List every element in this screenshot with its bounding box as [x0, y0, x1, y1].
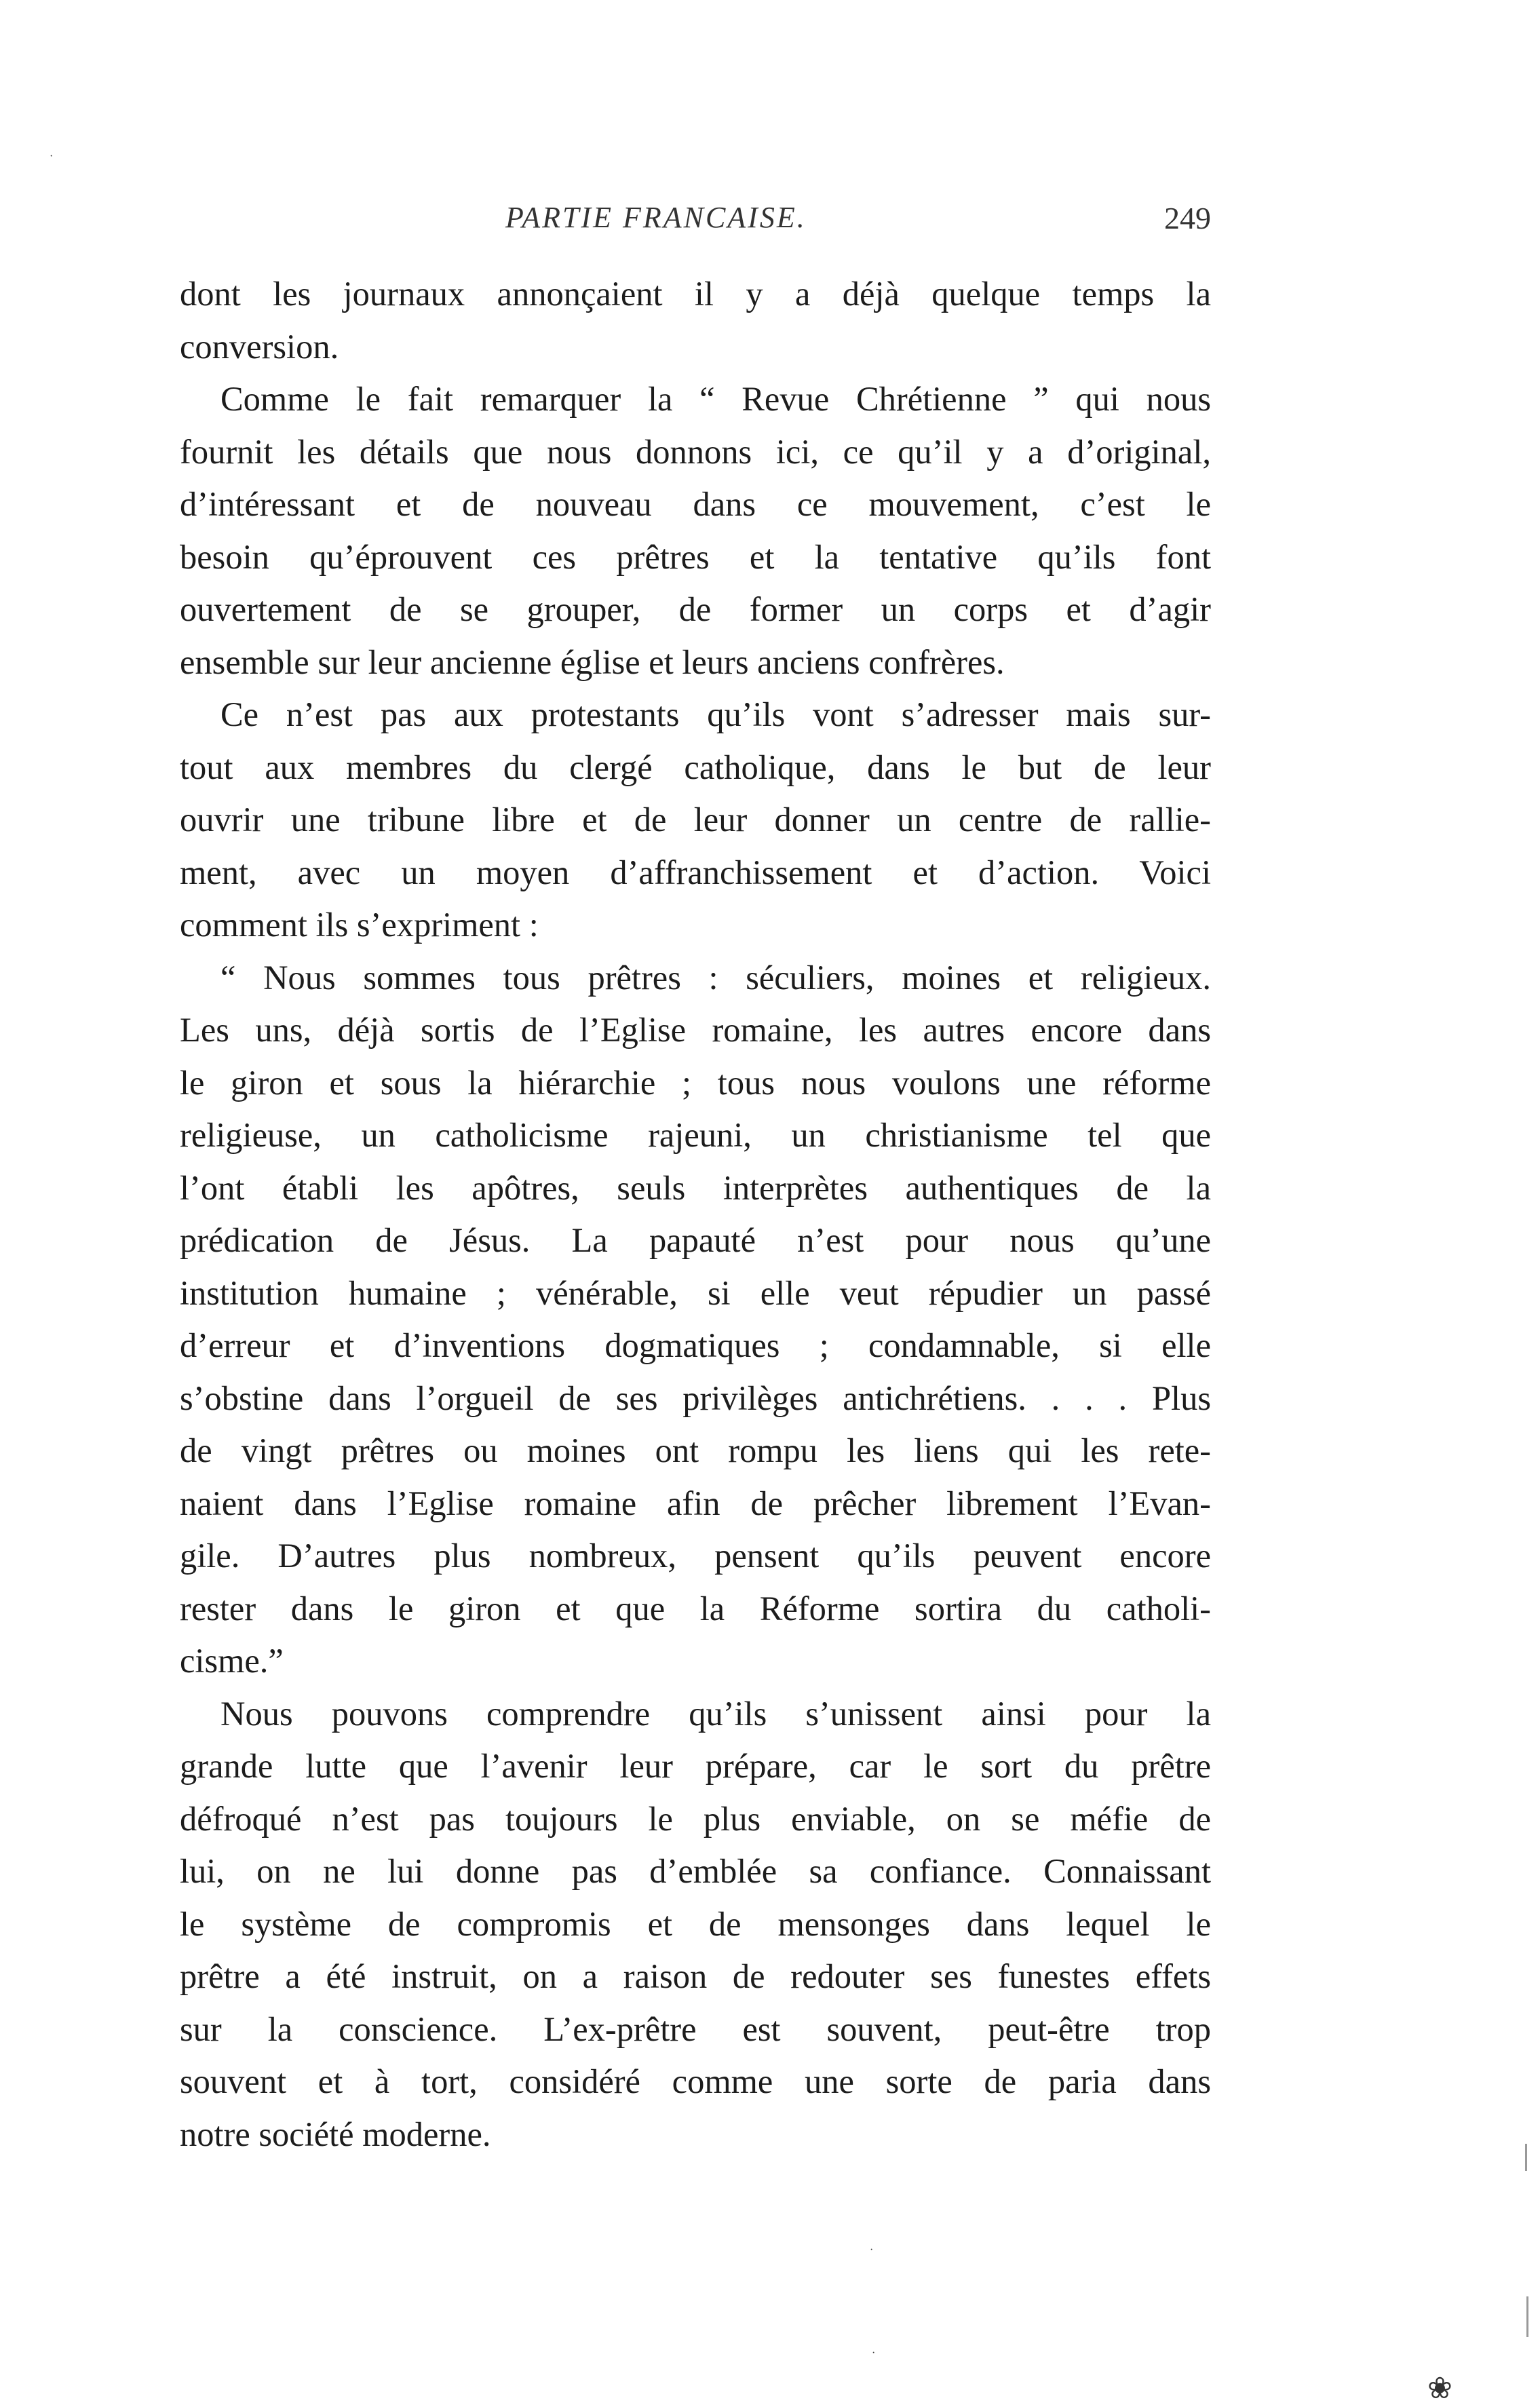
text-line: d’erreur et d’inventions dogmatiques ; condamnable, si elle	[180, 1326, 1211, 1364]
text-line: ment, avec un moyen d’affranchissement et d’action. Voici	[180, 853, 1211, 891]
text-line: l’ont établi les apôtres, seuls interprètes authentiques de la	[180, 1168, 1211, 1207]
text-line: défroqué n’est pas toujours le plus enviable, on se méfie de	[180, 1799, 1211, 1838]
edge-mark	[1525, 2144, 1527, 2171]
text-line: rester dans le giron et que la Réforme sortira du catholi-	[180, 1589, 1211, 1628]
text-line: de vingt prêtres ou moines ont rompu les liens qui les rete-	[180, 1431, 1211, 1469]
text-line: conversion.	[180, 327, 339, 366]
text-line: notre société moderne.	[180, 2115, 491, 2153]
text-line: besoin qu’éprouvent ces prêtres et la tentative qu’ils font	[180, 537, 1211, 576]
edge-mark	[1526, 2296, 1528, 2337]
text-line: comment ils s’expriment :	[180, 906, 539, 944]
page-number: 249	[1164, 201, 1211, 235]
text-line: cisme.”	[180, 1642, 284, 1680]
text-line: dont les journaux annonçaient il y a déjà quelque temps la	[180, 275, 1211, 313]
text-line: le système de compromis et de mensonges dans lequel le	[180, 1904, 1211, 1943]
speck-mark: ·	[872, 2347, 876, 2359]
body-text	[180, 268, 1211, 2161]
text-line: d’intéressant et de nouveau dans ce mouvement, c’est le	[180, 485, 1211, 523]
text-line: souvent et à tort, considéré comme une sorte de paria dans	[180, 2062, 1211, 2100]
running-head: PARTIE FRANCAISE.	[505, 201, 807, 234]
text-line: fournit les détails que nous donnons ici, ce qu’il y a d’original,	[180, 432, 1211, 471]
flower-ornament-icon: ❀	[1427, 2372, 1452, 2405]
text-line: ensemble sur leur ancienne église et leurs anciens confrères.	[180, 642, 1005, 681]
text-line: le giron et sous la hiérarchie ; tous nous voulons une réforme	[180, 1063, 1211, 1102]
text-line: prêtre a été instruit, on a raison de redouter ses funestes effets	[180, 1957, 1211, 1995]
page-header	[180, 200, 1211, 254]
text-line: institution humaine ; vénérable, si elle veut répudier un passé	[180, 1273, 1211, 1312]
text-line: naient dans l’Eglise romaine afin de prêcher librement l’Evan-	[180, 1484, 1211, 1522]
text-line: s’obstine dans l’orgueil de ses privilèges antichrétiens. . . . Plus	[180, 1379, 1211, 1417]
text-line: prédication de Jésus. La papauté n’est pour nous qu’une	[180, 1221, 1211, 1259]
text-line: Ce n’est pas aux protestants qu’ils vont s’adresser mais sur-	[220, 695, 1211, 733]
text-line: sur la conscience. L’ex-prêtre est souvent, peut-être trop	[180, 2009, 1211, 2048]
text-line: Nous pouvons comprendre qu’ils s’unissent ainsi pour la	[220, 1694, 1211, 1733]
text-line: ouvrir une tribune libre et de leur donner un centre de rallie-	[180, 801, 1211, 839]
speck-mark: ·	[870, 2244, 874, 2256]
text-line: grande lutte que l’avenir leur prépare, car le sort du prêtre	[180, 1747, 1211, 1785]
text-line: “ Nous sommes tous prêtres : séculiers, moines et religieux.	[220, 958, 1211, 997]
text-line: Comme le fait remarquer la “ Revue Chrétienne ” qui nous	[220, 380, 1211, 418]
text-line: lui, on ne lui donne pas d’emblée sa confiance. Connaissant	[180, 1852, 1211, 1890]
speck-mark: ·	[50, 151, 54, 162]
text-line: Les uns, déjà sortis de l’Eglise romaine, les autres encore dans	[180, 1011, 1211, 1049]
text-line: ouvertement de se grouper, de former un corps et d’agir	[180, 590, 1211, 628]
text-line: religieuse, un catholicisme rajeuni, un christianisme tel que	[180, 1116, 1211, 1154]
text-line: tout aux membres du clergé catholique, dans le but de leur	[180, 748, 1211, 786]
text-line: gile. D’autres plus nombreux, pensent qu’ils peuvent encore	[180, 1537, 1211, 1575]
